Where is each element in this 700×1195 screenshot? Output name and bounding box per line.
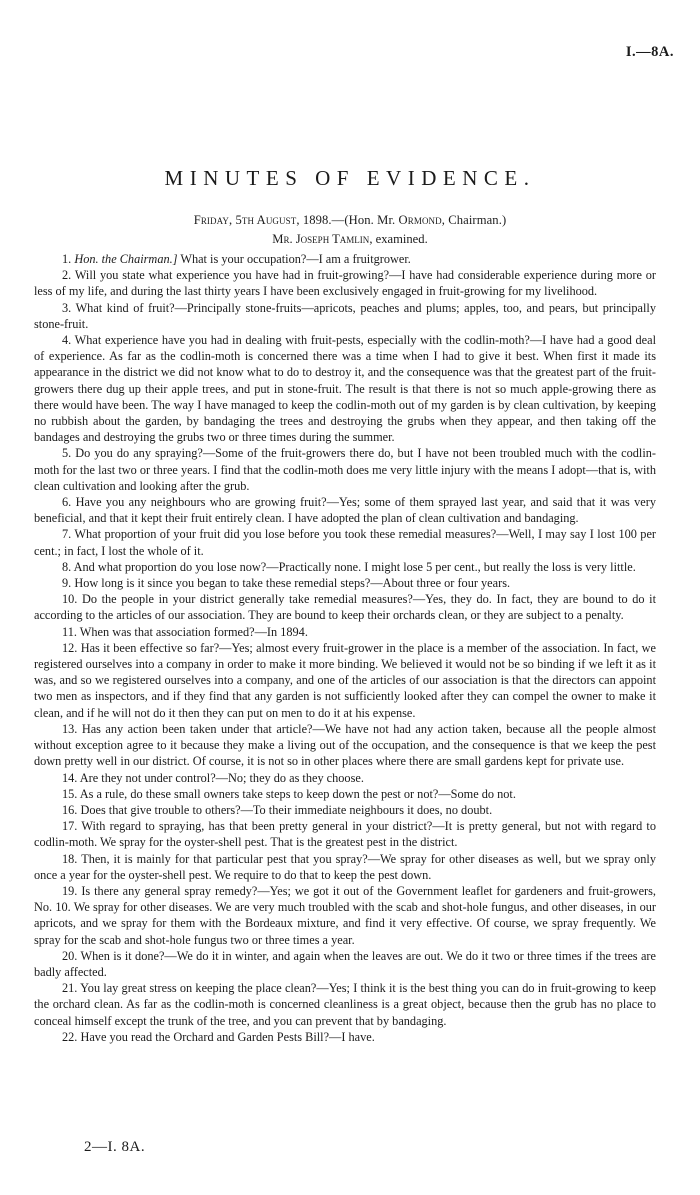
question-number: 11. xyxy=(62,624,77,639)
question-text: Are they not under control?—No; they do as they choose. xyxy=(79,770,364,785)
signature-mark: 2—I. 8A. xyxy=(84,1139,146,1155)
question-paragraph xyxy=(34,559,656,575)
question-text: Has it been effective so far?—Yes; almost every fruit-grower in the place is a member of the association. In fact, we registered ourselves into a company in order to make it more binding. We believed it would not be so binding if we left it as it was, and so we registered ourselves into a company, and one of the articles of our association is that the directors can appoint two men as inspectors, and if they find that any garden is not sufficiently looked after they can compel the owner to make it clean, and if he will not do it then they can put on men to do it at his expense. xyxy=(34,640,657,720)
question-paragraph xyxy=(34,851,656,883)
question-paragraph xyxy=(34,818,656,850)
question-paragraph xyxy=(34,267,656,299)
question-number: 20. xyxy=(62,948,78,963)
question-number: 16. xyxy=(62,802,78,817)
question-number: 2. xyxy=(62,268,72,283)
question-paragraph xyxy=(34,251,656,267)
question-number: 6. xyxy=(62,495,72,510)
question-number: 13. xyxy=(62,721,78,736)
question-text: How long is it since you began to take these remedial steps?—About three or four years. xyxy=(74,576,511,591)
question-number: 9. xyxy=(62,576,72,591)
question-text: Has any action been taken under that article?—We have not had any action taken, because all the people almost without exception agree to it because they make a living out of the occupation, and the consequence is that we keep the pest down pretty well in our district. Of course, it is not so in other places where there are small gardens kept for private use. xyxy=(34,721,656,769)
question-paragraph xyxy=(34,575,656,591)
question-number: 10. xyxy=(62,592,78,607)
chairman-name: Ormond xyxy=(398,213,442,227)
question-paragraph xyxy=(34,640,656,721)
question-paragraph xyxy=(34,948,656,980)
question-paragraph xyxy=(34,624,656,640)
sitting-chair-open: .—(Hon. Mr. xyxy=(328,213,399,227)
question-number: 4. xyxy=(62,333,72,348)
question-paragraph xyxy=(34,980,656,1029)
question-number: 19. xyxy=(62,883,78,898)
question-paragraph xyxy=(34,786,656,802)
question-number: 17. xyxy=(62,819,78,834)
question-number: 21. xyxy=(62,981,78,996)
question-text: What kind of fruit?—Principally stone-fruits—apricots, peaches and plums; apples, too, and pears, but principally stone-fruit. xyxy=(34,300,656,331)
page-reference: I.—8A. xyxy=(625,44,674,60)
question-number: 18. xyxy=(62,851,78,866)
witness-status: , examined. xyxy=(369,232,428,246)
question-paragraph xyxy=(34,802,656,818)
question-text: As a rule, do these small owners take steps to keep down the pest or not?—Some do not. xyxy=(79,786,516,801)
question-text: Is there any general spray remedy?—Yes; we got it out of the Government leaflet for gardeners and fruit-growers, No. 10. We spray for other diseases. We are very much troubled with the scab and shot-hole fungus, and other diseases, in our apricots, and we spray for them with the Bordeaux mixture, and find it very effective. Of course, we spray frequently. We spray for the scab and shot-hole fungus two or three times a year. xyxy=(34,883,656,947)
question-number: 12. xyxy=(62,640,78,655)
question-text: Do the people in your district generally take remedial measures?—Yes, they do. In fact, they are bound to do it according to the articles of our association. They are bound to keep their orchards clean, or they are subject to a penalty. xyxy=(34,592,657,623)
question-number: 14. xyxy=(62,770,78,785)
question-paragraph xyxy=(34,526,656,558)
question-text: What experience have you had in dealing with fruit-pests, especially with the codlin-moth?—I have had a good deal of experience. As far as the codlin-moth is concerned there was a time when I had to give it best. When first it made its appearance in the district we did not know what to do to destroy it, and the consequence was that the greatest part of the fruit-growers there dug up their apple trees, and put in stone-fruit. The result is that there is not so much apple-growing there as there would have been. The way I have managed to keep the codlin-moth out of my garden is by clean cultivation, by keeping no rubbish about the garden, by bandaging the trees and destroying the grubs when they appear, and then taking off the bandages and destroying the grubs two or three times during the summer. xyxy=(34,333,656,445)
question-paragraph xyxy=(34,332,656,445)
question-number: 22. xyxy=(62,1029,78,1044)
question-number: 5. xyxy=(62,446,72,461)
question-paragraph xyxy=(34,883,656,948)
question-text: Does that give trouble to others?—To their immediate neighbours it does, no doubt. xyxy=(80,802,493,817)
question-paragraph xyxy=(34,591,656,623)
question-text: Have you any neighbours who are growing fruit?—Yes; some of them sprayed last year, and said that it was very beneficial, and that it kept their fruit entirely clean. I have adopted the plan of clean cultivation and bandaging. xyxy=(34,495,657,526)
evidence-body xyxy=(34,251,656,1045)
question-text: And what proportion do you lose now?—Practically none. I might lose 5 per cent., but really the loss is very little. xyxy=(73,559,636,574)
question-number: 7. xyxy=(62,527,72,542)
question-number: 1. xyxy=(62,252,72,266)
sitting-line xyxy=(0,213,700,228)
question-text: Do you do any spraying?—Some of the fruit-growers there do, but I have not been troubled much with the codlin-moth for the last two or three years. I find that the codlin-moth does me very little injury with the means I adopt—that is, with clean cultivation and looking after the grub. xyxy=(34,446,656,493)
question-text: When is it done?—We do it in winter, and again when the leaves are out. We do it two or three times if the trees are badly affected. xyxy=(34,948,656,979)
question-paragraph xyxy=(34,445,656,494)
question-text: With regard to spraying, has that been pretty general in your district?—It is pretty general, but not with regard to codlin-moth. We spray for the oyster-shell pest. That is the greatest pest in the district. xyxy=(34,819,656,850)
question-paragraph xyxy=(34,721,656,770)
question-number: 15. xyxy=(62,786,78,801)
question-text: Then, it is mainly for that particular pest that you spray?—We spray for other diseases as well, but we spray only once a year for the oyster-shell pest. We require to do that to keep the pest down. xyxy=(34,851,656,882)
witness-line xyxy=(0,232,700,247)
sitting-chair-close: , Chairman.) xyxy=(441,213,507,227)
question-paragraph xyxy=(34,770,656,786)
question-paragraph xyxy=(34,494,656,526)
question-text: When was that association formed?—In 1894. xyxy=(79,624,308,639)
question-number: 8. xyxy=(62,559,72,574)
question-number: 3. xyxy=(62,300,72,315)
question-text: Will you state what experience you have had in fruit-growing?—I have had considerable experience during more or less of my life, and during the last thirty years I have been exclusively engaged in fruit-growing for my livelihood. xyxy=(34,268,656,299)
sitting-date: Friday, 5th August, 1898 xyxy=(193,213,329,227)
witness-name: Mr. Joseph Tamlin xyxy=(272,232,370,246)
question-text: Have you read the Orchard and Garden Pests Bill?—I have. xyxy=(80,1029,375,1044)
question-text: You lay great stress on keeping the place clean?—Yes; I think it is the best thing you can do in fruit-growing to keep the orchard clean. As far as the codlin-moth is concerned cleanliness is a great object, because then the grub has no place to conceal himself except the trunk of the tree, and you can prevent that by bandaging. xyxy=(34,981,656,1028)
question-paragraph xyxy=(34,1029,656,1045)
page-title: MINUTES OF EVIDENCE. xyxy=(164,166,536,190)
speaker-label: Hon. the Chairman.] xyxy=(74,252,178,266)
question-text: What proportion of your fruit did you lose before you took these remedial measures?—Well, I may say I lost 100 per cent.; in fact, I lost the whole of it. xyxy=(34,527,656,558)
question-paragraph xyxy=(34,300,656,332)
question-text: What is your occupation?—I am a fruitgrower. xyxy=(180,252,411,266)
